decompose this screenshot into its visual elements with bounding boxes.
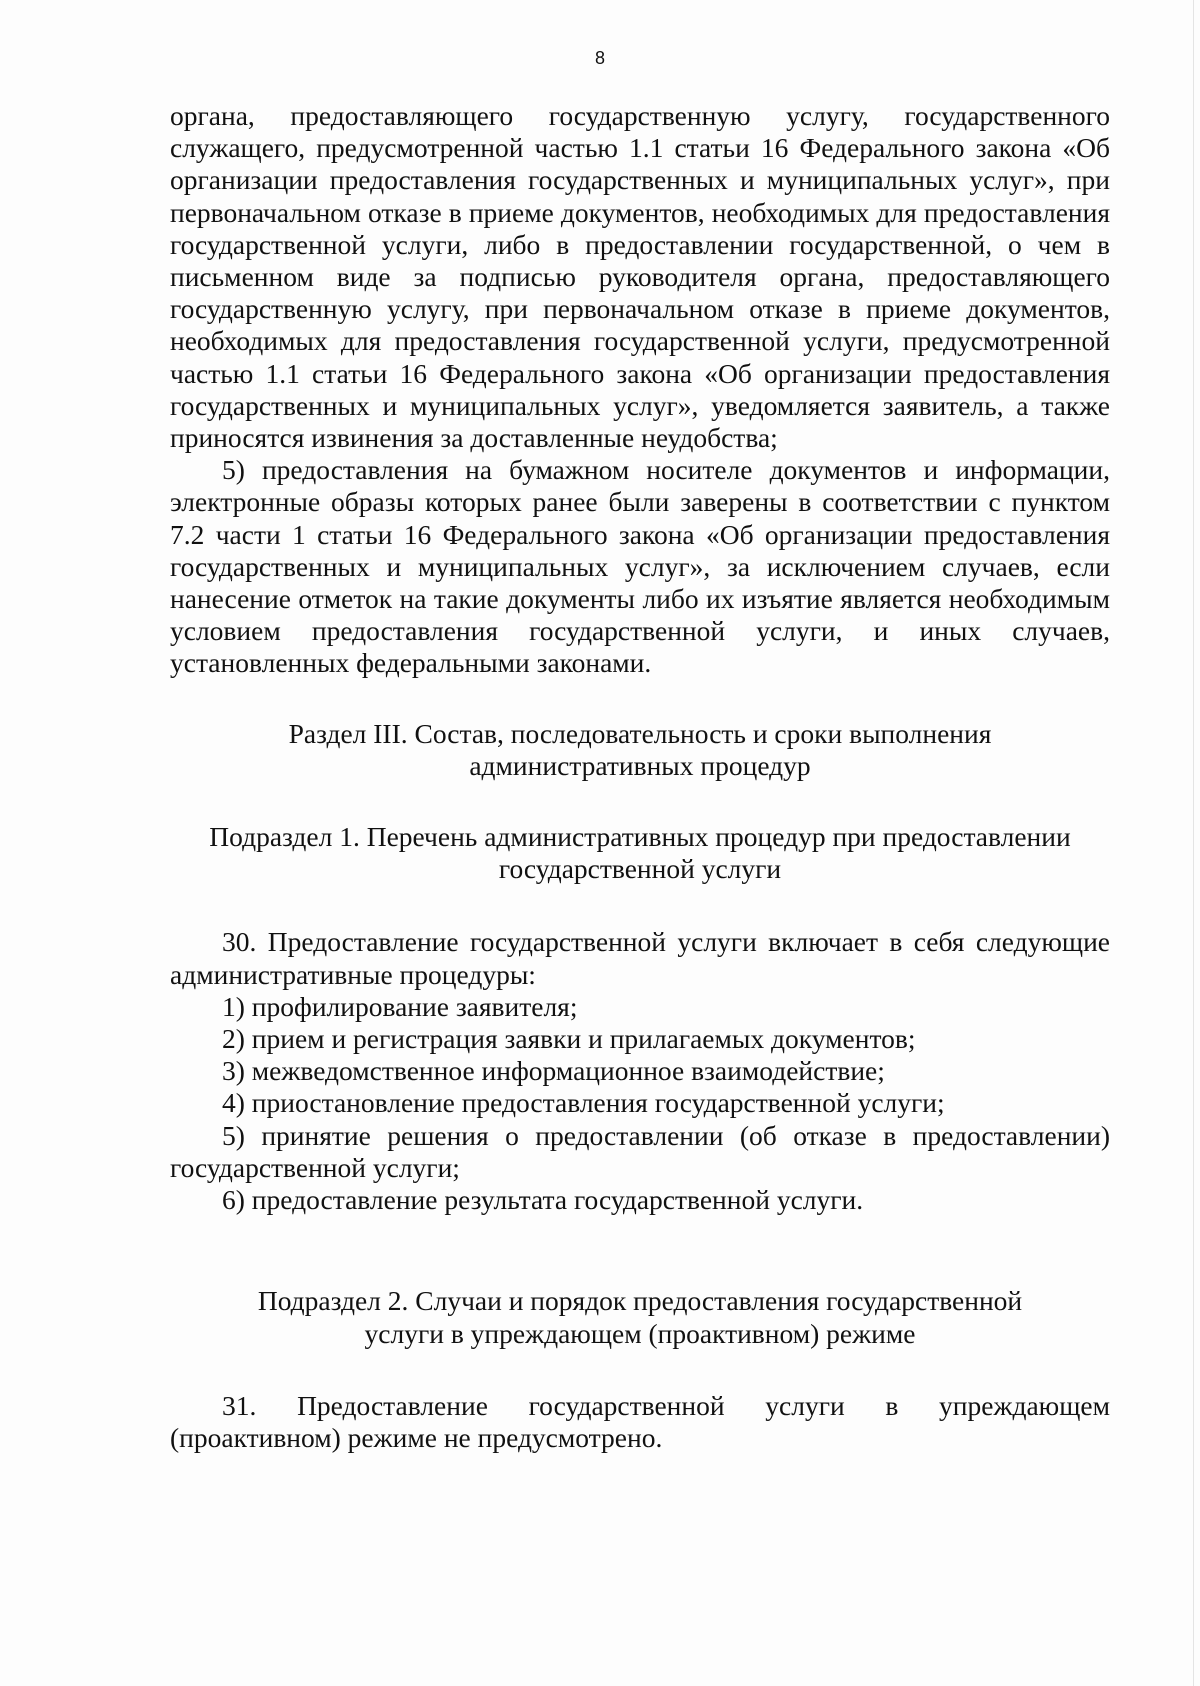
page-number: 8 — [594, 48, 605, 68]
scan-edge-line — [1193, 0, 1194, 1686]
subsection-2-heading — [170, 1285, 1110, 1349]
list-item-4: 4) приостановление предоставления государственной услуги; — [222, 1087, 945, 1119]
subsection-1-heading — [170, 821, 1110, 885]
list-item-3: 3) межведомственное информационное взаимодействие; — [222, 1055, 885, 1087]
section-3-title-line-2: административных процедур — [469, 749, 811, 781]
paragraph-30-intro: 30. Предоставление государственной услуги включает в себя следующие административные процедуры: — [170, 926, 1110, 990]
section-3-heading — [170, 718, 1110, 782]
section-3-title-line-1: Раздел III. Состав, последовательность и сроки выполнения — [288, 717, 992, 749]
list-item-5: 5) принятие решения о предоставлении (об отказе в предоставлении) государственной услуги; — [170, 1119, 1110, 1183]
document-body — [170, 100, 1110, 1454]
subsection-1-title-line-2: государственной услуги — [498, 853, 782, 885]
continuation-paragraph: органа, предоставляющего государственную услугу, государственного служащего, предусмотренной частью 1.1 статьи 16 Федерального закона «Об организации предоставления государственных и муниципальных услуг», при первоначальном отказе в приеме документов, необходимых для предоставления государственной услуги, либо в предоставлении государственной, о чем в письменном виде за подписью руководителя органа, предоставляющего государственную услугу, при первоначальном отказе в приеме документов, необходимых для предоставления государственной услуги, предусмотренной частью 1.1 статьи 16 Федерального закона «Об организации предоставления государственных и муниципальных услуг», уведомляется заявитель, а также приносятся извинения за доставленные неудобства; — [170, 100, 1110, 454]
list-item-6: 6) предоставление результата государственной услуги. — [222, 1184, 864, 1216]
paragraph-31: 31. Предоставление государственной услуги в упреждающем (проактивном) режиме не предусмотрено. — [170, 1389, 1110, 1453]
subsection-2-title-line-2: услуги в упреждающем (проактивном) режиме — [364, 1317, 916, 1349]
item-5-paragraph: 5) предоставления на бумажном носителе документов и информации, электронные образы которых ранее были заверены в соответствии с пунктом 7.2 части 1 статьи 16 Федерального закона «Об организации предоставления государственных и муниципальных услуг», за исключением случаев, если нанесение отметок на такие документы либо их изъятие является необходимым условием предоставления государственной услуги, и иных случаев, установленных федеральными законами. — [170, 454, 1110, 679]
subsection-1-title-line-1: Подраздел 1. Перечень административных процедур при предоставлении — [209, 821, 1071, 853]
list-item-2: 2) прием и регистрация заявки и прилагаемых документов; — [222, 1023, 916, 1055]
subsection-2-title-line-1: Подраздел 2. Случаи и порядок предоставления государственной — [257, 1285, 1023, 1317]
list-item-1: 1) профилирование заявителя; — [222, 990, 578, 1022]
